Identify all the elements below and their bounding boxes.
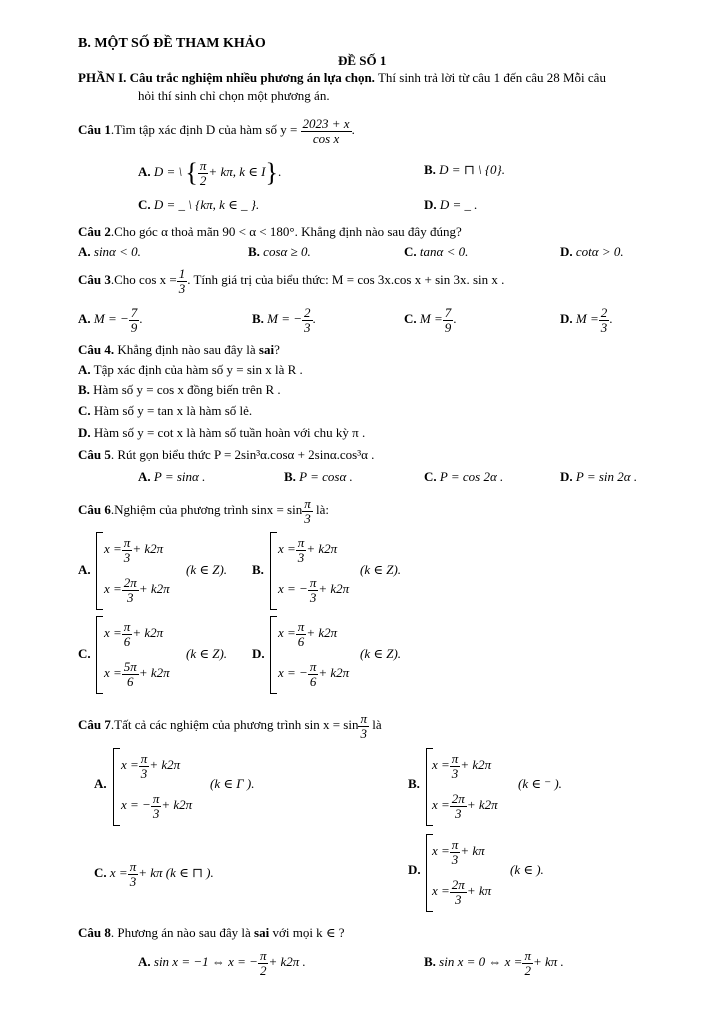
q7-b-domain: (k ∈ ⁻ ).	[518, 776, 562, 791]
q7-b-line1: x = $\frac{\pi}{3}$ + k2π	[432, 751, 492, 781]
part-title: PHẦN I. Câu trắc nghiệm nhiều phương án lựa chọn.	[78, 70, 375, 85]
q3-option-d[interactable]: D. M = $\frac{2}{3}$ .	[560, 305, 613, 335]
q7-d-line1: x = $\frac{\pi}{3}$ + kπ	[432, 837, 485, 867]
q6-d-line1: x = $\frac{\pi}{6}$ + k2π	[278, 619, 338, 649]
q1-fraction: $\frac{2023 + x}{\text{cos x}}$	[302, 116, 350, 146]
question-4: Câu 4. Khẳng định nào sau đây là sai?	[78, 342, 280, 357]
q4-option-b[interactable]: B. Hàm số y = cos x đồng biến trên R .	[78, 382, 281, 397]
question-8: Câu 8. Phương án nào sau đây là sai với mọi k ∈ ?	[78, 925, 345, 940]
q1-option-a[interactable]: A. D = \ { $\frac{\pi}{2}$ + kπ, k ∈ I}.	[138, 158, 282, 188]
q7-option-a-label[interactable]: A.	[94, 776, 107, 791]
q2-option-b[interactable]: B. cosα ≥ 0.	[248, 244, 311, 259]
q7-b-line2: x = $\frac{2\pi}{3}$ + k2π	[432, 791, 498, 821]
q6-c-line1: x = $\frac{\pi}{6}$ + k2π	[104, 619, 164, 649]
q1-label: Câu 1	[78, 122, 111, 138]
question-1: Câu 1.Tìm tập xác định D của hàm số y = $\frac{2023 + x}{\text{cos x}}$ .	[78, 116, 355, 146]
question-6: Câu 6.Nghiệm của phương trình sinx = sin $\frac{\pi}{3}$ là:	[78, 496, 329, 526]
part-text-2: hỏi thí sinh chỉ chọn một phương án.	[138, 88, 330, 103]
q3-option-a[interactable]: A. M = − $\frac{7}{9}$ .	[78, 305, 143, 335]
q6-option-a-bracket	[96, 532, 103, 610]
q2-option-d[interactable]: D. cotα > 0.	[560, 244, 624, 259]
q6-d-line2: x = − $\frac{\pi}{6}$ + k2π	[278, 659, 350, 689]
q4-option-a[interactable]: A. Tập xác định của hàm số y = sin x là R .	[78, 362, 303, 377]
part-instructions	[78, 70, 606, 86]
q7-d-domain: (k ∈ ).	[510, 862, 544, 877]
q6-b-line2: x = − $\frac{\pi}{3}$ + k2π	[278, 575, 350, 605]
q7-option-d-label[interactable]: D.	[408, 862, 421, 877]
q5-option-b[interactable]: B. P = cosα .	[284, 469, 353, 484]
q5-option-a[interactable]: A. P = sinα .	[138, 469, 206, 484]
q1-option-d[interactable]: D. D = _ .	[424, 197, 478, 212]
q7-option-c[interactable]: C. x = $\frac{\pi}{3}$ + kπ (k ∈ ⊓ ).	[94, 859, 214, 889]
q6-a-line1: x = $\frac{\pi}{3}$ + k2π	[104, 535, 164, 565]
question-2: Câu 2.Cho góc α thoả mãn 90 < α < 180°. Khẳng định nào sau đây đúng?	[78, 224, 462, 239]
q5-option-c[interactable]: C. P = cos 2α .	[424, 469, 504, 484]
q6-option-b-label[interactable]: B.	[252, 562, 264, 577]
q7-option-a-bracket	[113, 748, 120, 826]
q6-d-domain: (k ∈ Z).	[360, 646, 402, 661]
q1-option-b[interactable]: B. D = ⊓ \ {0}.	[424, 162, 505, 177]
q7-option-b-label[interactable]: B.	[408, 776, 420, 791]
q6-option-a-label[interactable]: A.	[78, 562, 91, 577]
q2-option-c[interactable]: C. tanα < 0.	[404, 244, 469, 259]
q6-option-d-label[interactable]: D.	[252, 646, 265, 661]
q4-option-d[interactable]: D. Hàm số y = cot x là hàm số tuần hoàn với chu kỳ π .	[78, 425, 366, 440]
q5-option-d[interactable]: D. P = sin 2α .	[560, 469, 638, 484]
q7-a-line1: x = $\frac{\pi}{3}$ + k2π	[121, 751, 181, 781]
part-text: Thí sinh trả lời từ câu 1 đến câu 28 Mỗi câu	[374, 70, 606, 85]
q7-a-domain: (k ∈ Γ ).	[210, 776, 255, 791]
q8-option-b[interactable]: B. sin x = 0 ⇔ x = $\frac{\pi}{2}$ + kπ .	[424, 948, 564, 978]
section-heading: B. MỘT SỐ ĐỀ THAM KHẢO	[78, 36, 266, 51]
q7-d-line2: x = $\frac{2\pi}{3}$ + kπ	[432, 877, 492, 907]
q3-option-c[interactable]: C. M = $\frac{7}{9}$ .	[404, 305, 457, 335]
question-3: Câu 3.Cho cos x = $\frac{1}{3}$ . Tính giá trị của biểu thức: M = cos 3x.cos x + sin 3x. sin x .	[78, 266, 505, 296]
exam-title: ĐỀ SỐ 1	[338, 53, 387, 68]
q6-b-domain: (k ∈ Z).	[360, 562, 402, 577]
q3-option-b[interactable]: B. M = − $\frac{2}{3}$ .	[252, 305, 316, 335]
question-5: Câu 5. Rút gọn biểu thức P = 2sin³α.cosα + 2sinα.cos³α .	[78, 447, 375, 462]
q4-option-c[interactable]: C. Hàm số y = tan x là hàm số lẻ.	[78, 403, 253, 418]
q6-c-domain: (k ∈ Z).	[186, 646, 228, 661]
q8-option-a[interactable]: A. sin x = −1 ⇔ x = − $\frac{\pi}{2}$ + k2π .	[138, 948, 306, 978]
q6-c-line2: x = $\frac{5\pi}{6}$ + k2π	[104, 659, 170, 689]
q6-option-d-bracket	[270, 616, 277, 694]
q7-a-line2: x = − $\frac{\pi}{3}$ + k2π	[121, 791, 193, 821]
q2-option-a[interactable]: A. sinα < 0.	[78, 244, 141, 259]
q1-option-c[interactable]: C. D = _ \ {kπ, k ∈ _ }.	[138, 197, 260, 212]
q6-a-line2: x = $\frac{2\pi}{3}$ + k2π	[104, 575, 170, 605]
question-7: Câu 7.Tất cả các nghiệm của phương trình sin x = sin $\frac{\pi}{3}$ là	[78, 711, 382, 741]
q6-option-c-label[interactable]: C.	[78, 646, 91, 661]
q6-a-domain: (k ∈ Z).	[186, 562, 228, 577]
q6-b-line1: x = $\frac{\pi}{3}$ + k2π	[278, 535, 338, 565]
q1-text: .Tìm tập xác định D của hàm số y =	[110, 122, 298, 138]
q6-option-b-bracket	[270, 532, 277, 610]
q6-option-c-bracket	[96, 616, 103, 694]
